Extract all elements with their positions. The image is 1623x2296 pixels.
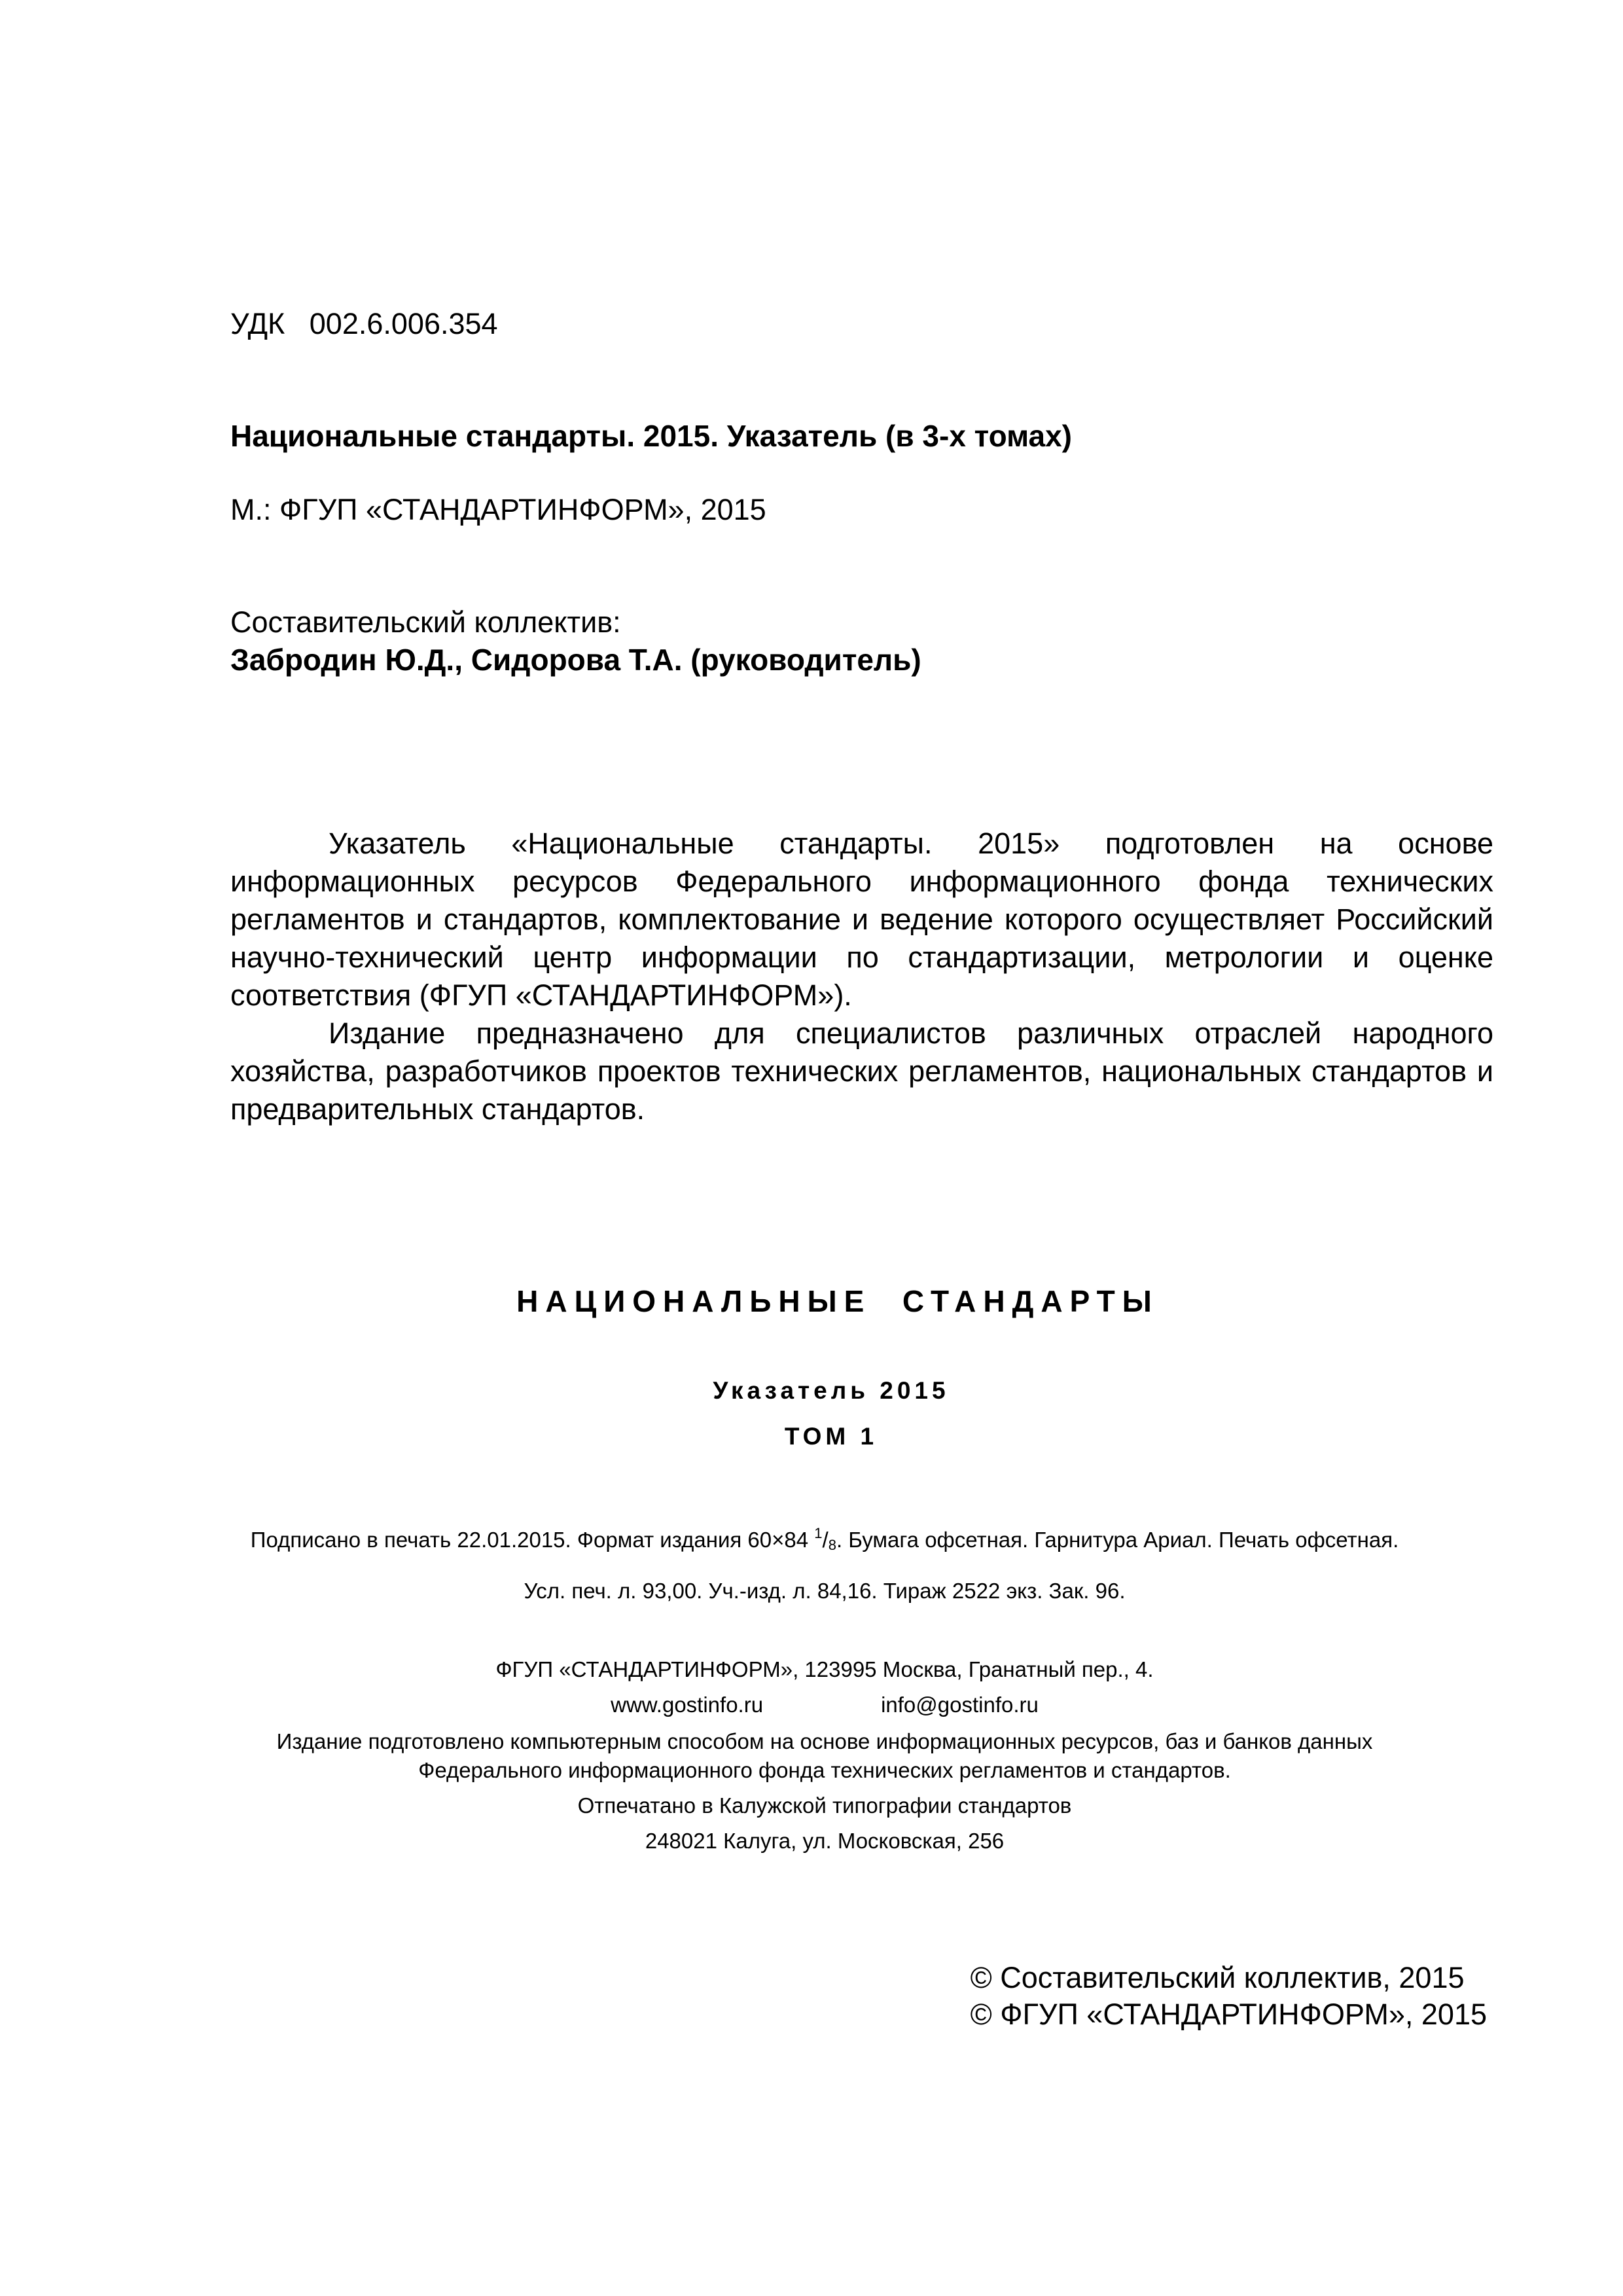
heading-volume: ТОМ 1 [784, 1423, 878, 1450]
imprint-signed-prefix: Подписано в печать 22.01.2015. Формат издания 60×84 [250, 1528, 815, 1552]
imprint-prepared-line-1: Издание подготовлено компьютерным способом на основе информационных ресурсов, баз и банков данных [276, 1729, 1373, 1753]
copyright-line: © Составительский коллектив, 2015 [970, 1961, 1465, 1994]
imprint-contacts [0, 1691, 1623, 1719]
imprint-printed-at: Отпечатано в Калужской типографии стандартов [577, 1793, 1072, 1818]
compilers-names: Забродин Ю.Д., Сидорова Т.А. (руководитель) [230, 643, 921, 677]
udk-code: 002.6.006.354 [309, 307, 498, 340]
format-fraction-denominator: 8 [828, 1537, 836, 1553]
description [230, 825, 1493, 1128]
description-paragraph: Указатель «Национальные стандарты. 2015» подготовлен на основе информационных ресурсов Федерального информационного фонда технических регламентов и стандартов, комплектование и ведение которого осуществляет Российский научно-технический центр информации по стандартизации, метрологии и оценке соответствия (ФГУП «СТАНДАРТИНФОРМ»). [230, 827, 1493, 1012]
heading-main: НАЦИОНАЛЬНЫЕ СТАНДАРТЫ [516, 1284, 1159, 1318]
udk-line [230, 306, 498, 342]
imprint-signed-suffix: . Бумага офсетная. Гарнитура Ариал. Печать офсетная. [836, 1528, 1399, 1552]
email-link[interactable]: info@gostinfo.ru [881, 1693, 1039, 1717]
format-fraction-separator: / [822, 1528, 829, 1552]
publisher-line: М.: ФГУП «СТАНДАРТИНФОРМ», 2015 [230, 493, 766, 526]
imprint-address: ФГУП «СТАНДАРТИНФОРМ», 123995 Москва, Гранатный пер., 4. [495, 1657, 1154, 1681]
copyright-line: © ФГУП «СТАНДАРТИНФОРМ», 2015 [970, 1998, 1487, 2031]
format-fraction-numerator: 1 [814, 1525, 823, 1541]
imprint-signed-line [0, 1520, 1623, 1559]
compilers-label: Составительский коллектив: [230, 605, 621, 639]
description-paragraph: Издание предназначено для специалистов различных отраслей народного хозяйства, разработчиков проектов технических регламентов, национальных стандартов и предварительных стандартов. [230, 1016, 1493, 1126]
imprint-printer-address: 248021 Калуга, ул. Московская, 256 [645, 1829, 1005, 1853]
imprint-prepared-line-2: Федерального информационного фонда технических регламентов и стандартов. [418, 1758, 1231, 1782]
udk-label: УДК [230, 307, 285, 340]
imprint-print-details: Усл. печ. л. 93,00. Уч.-изд. л. 84,16. Тираж 2522 экз. Зак. 96. [524, 1579, 1126, 1603]
website-link[interactable]: www.gostinfo.ru [611, 1693, 764, 1717]
copyright-block [971, 1960, 1487, 2033]
publication-title: Национальные стандарты. 2015. Указатель (в 3-х томах) [230, 419, 1073, 453]
heading-subtitle: Указатель 2015 [713, 1377, 950, 1404]
